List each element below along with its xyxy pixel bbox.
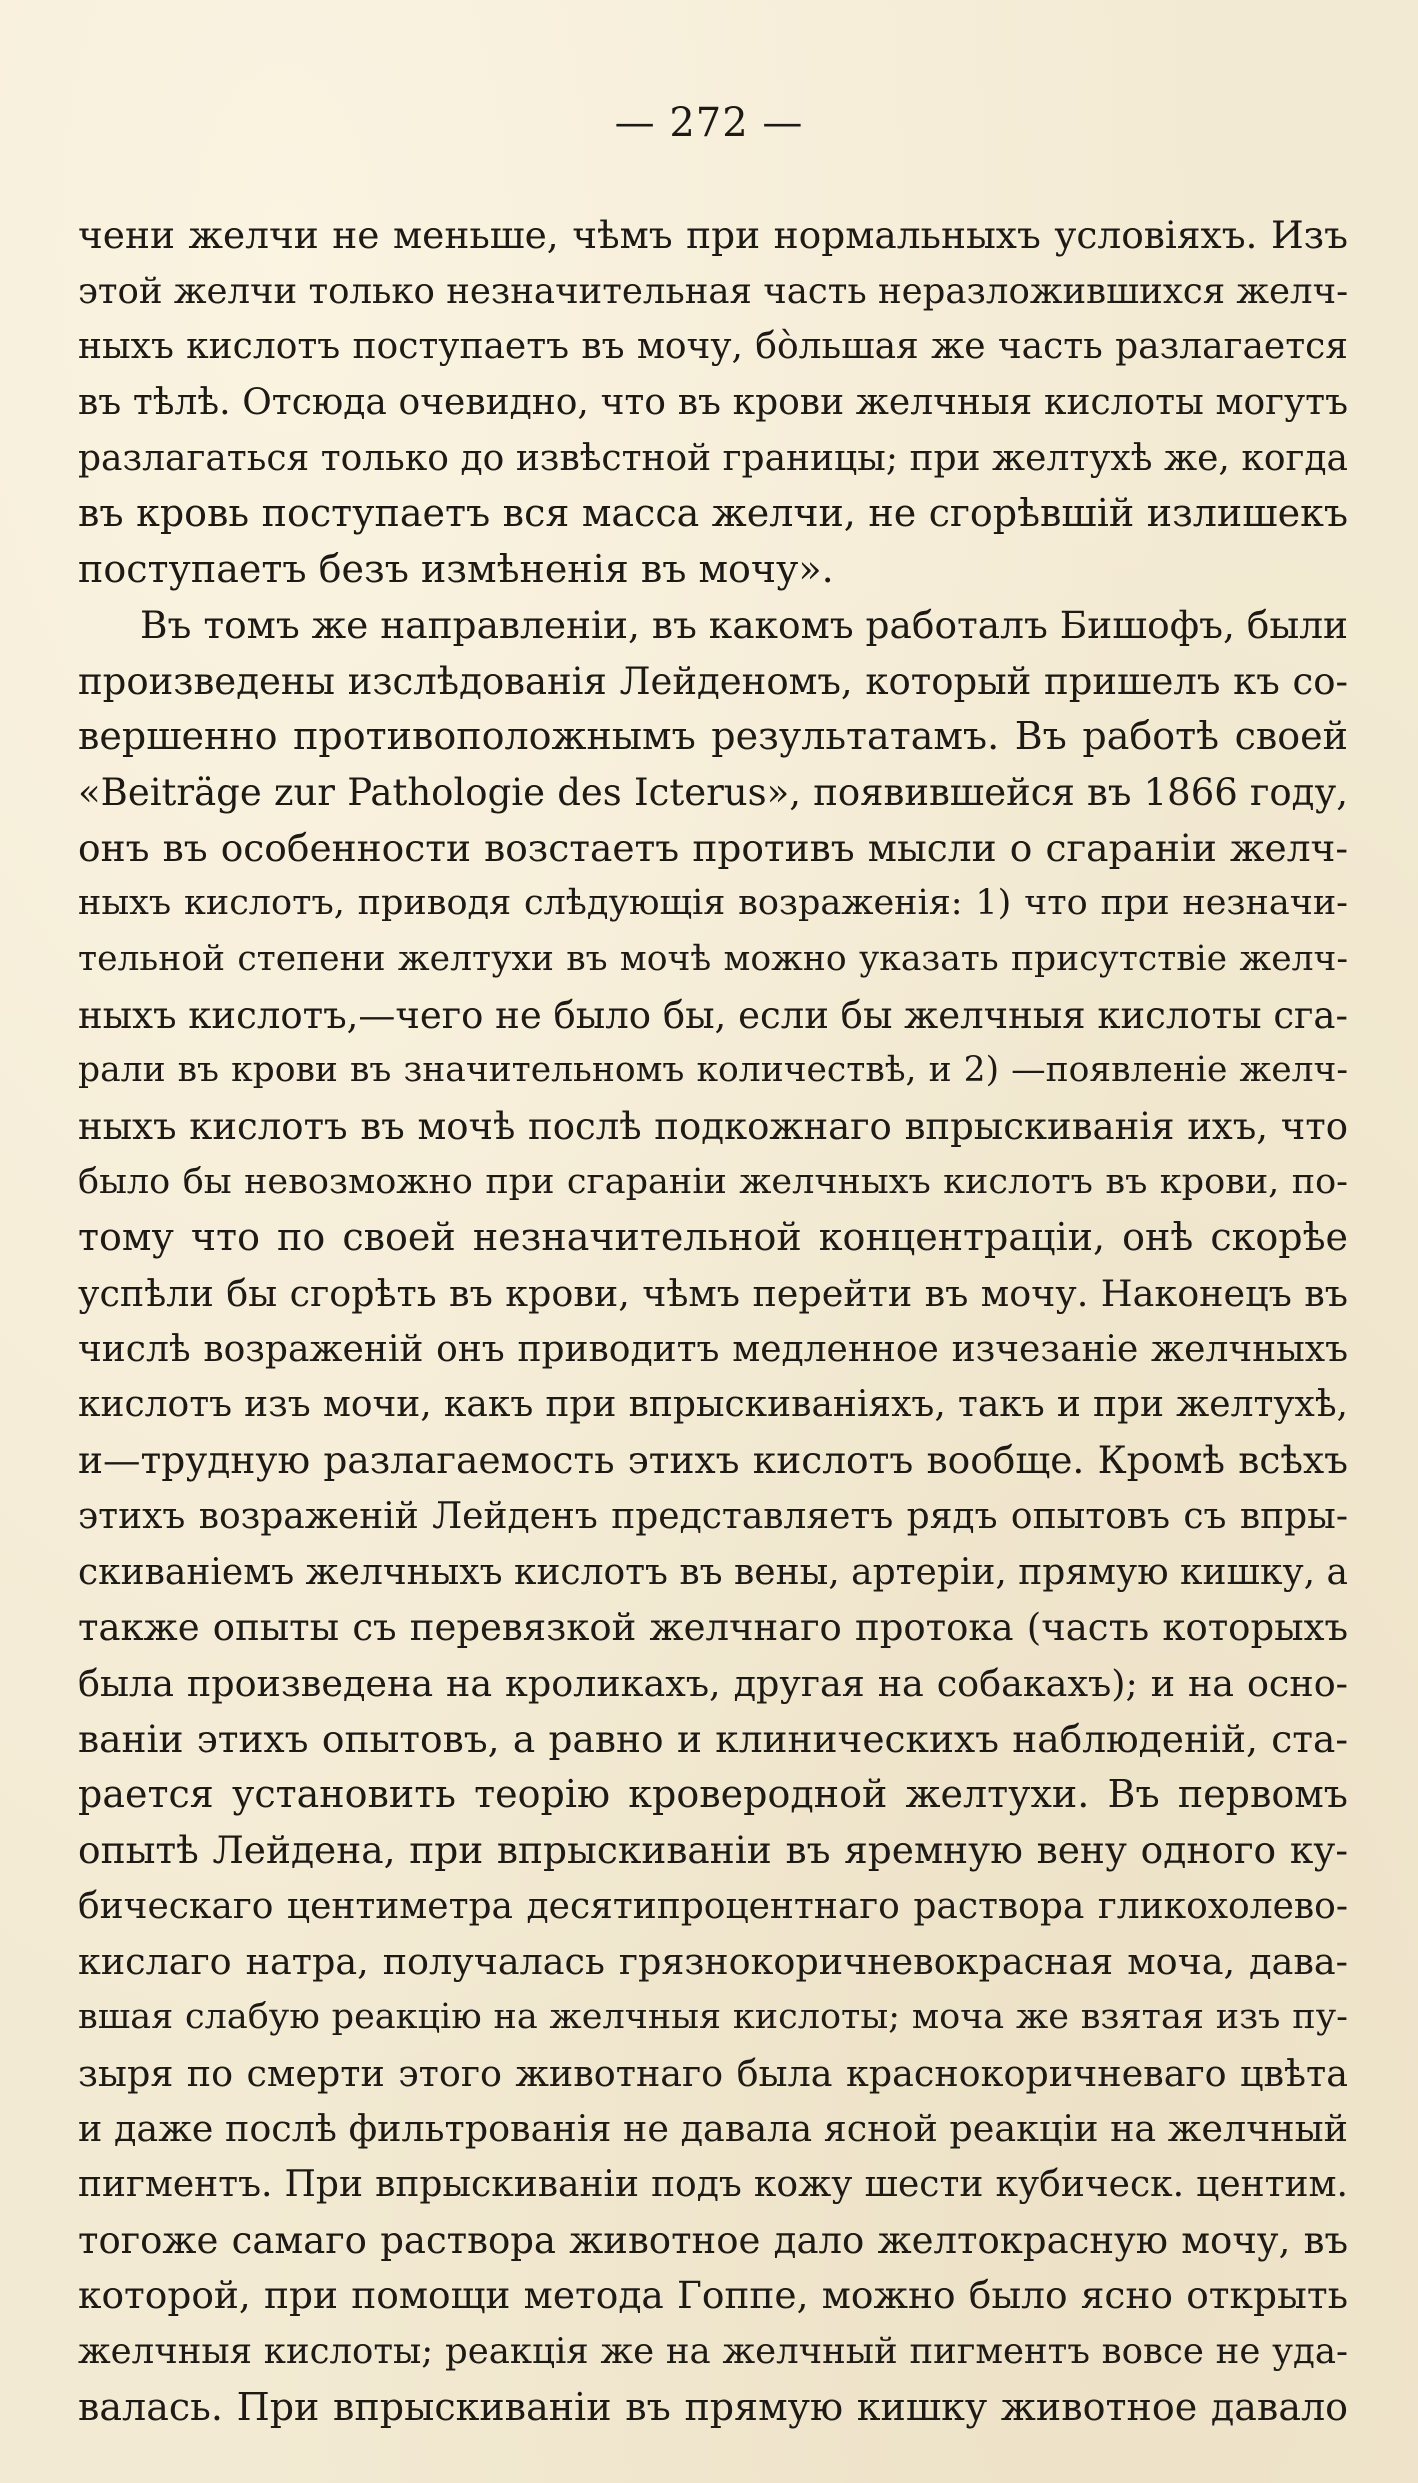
- text-line: ныхъ кислотъ,—чего не было бы, если бы желчныя кислоты сга-: [78, 993, 1348, 1037]
- text-line: въ тѣлѣ. Отсюда очевидно, что въ крови желчныя кислоты могутъ: [78, 382, 1348, 424]
- text-line: рали въ крови въ значительномъ количествѣ, и 2) —появленіе желч-: [78, 1050, 1348, 1091]
- text-line: вершенно противоположнымъ результатамъ. Въ работѣ своей: [78, 714, 1348, 759]
- body-text: [78, 208, 1348, 2436]
- text-line: этихъ возраженій Лейденъ представляетъ рядъ опытовъ съ впры-: [78, 1495, 1348, 1537]
- text-line: произведены изслѣдованія Лейденомъ, который пришелъ къ со-: [78, 659, 1348, 703]
- text-line: въ кровь поступаетъ вся масса желчи, не сгорѣвшій излишекъ: [78, 491, 1348, 536]
- text-line: тому что по своей незначительной концентраціи, онѣ скорѣе: [78, 1215, 1348, 1260]
- text-line: тогоже самаго раствора животное дало желтокрасную мочу, въ: [78, 2218, 1348, 2262]
- text-line: «Beiträge zur Pathologie des Icterus», появившейся въ 1866 году,: [78, 770, 1348, 814]
- text-line: числѣ возраженій онъ приводитъ медленное изчезаніе желчныхъ: [78, 1328, 1348, 1370]
- text-line: рается установить теорію кроверодной желтухи. Въ первомъ: [78, 1772, 1348, 1817]
- text-line: этой желчи только незначительная часть неразложившихся желч-: [78, 270, 1348, 312]
- text-line: кислаго натра, получалась грязнокоричневокрасная моча, дава-: [78, 1940, 1348, 1984]
- text-line: была произведена на кроликахъ, другая на собакахъ); и на осно-: [78, 1661, 1348, 1705]
- text-line: ныхъ кислотъ въ мочѣ послѣ подкожнаго впрыскиванія ихъ, что: [78, 1105, 1348, 1148]
- text-line: ныхъ кислотъ, приводя слѣдующія возраженія: 1) что при незначи-: [78, 883, 1348, 924]
- text-line: бическаго центиметра десятипроцентнаго раствора гликохолево-: [78, 1885, 1348, 1927]
- text-line: было бы невозможно при сгараніи желчныхъ кислотъ въ крови, по-: [78, 1161, 1348, 1202]
- text-line: онъ въ особенности возстаетъ противъ мысли о сгараніи желч-: [78, 825, 1348, 870]
- text-line: опытѣ Лейдена, при впрыскиваніи въ яремную вену одного ку-: [78, 1827, 1348, 1872]
- text-line: которой, при помощи метода Гоппе, можно было ясно открыть: [78, 2273, 1348, 2318]
- text-line: разлагаться только до извѣстной границы; при желтухѣ же, когда: [78, 437, 1348, 479]
- text-line: ваніи этихъ опытовъ, а равно и клиническихъ наблюденій, ста-: [78, 1716, 1348, 1761]
- text-line: чени желчи не меньше, чѣмъ при нормальныхъ условіяхъ. Изъ: [78, 213, 1348, 257]
- text-line: скиваніемъ желчныхъ кислотъ въ вены, артеріи, прямую кишку, а: [78, 1551, 1348, 1593]
- text-line: и даже послѣ фильтрованія не давала ясной реакціи на желчный: [78, 2107, 1348, 2151]
- text-line: успѣли бы сгорѣть въ крови, чѣмъ перейти въ мочу. Наконецъ въ: [78, 1272, 1348, 1316]
- text-line: поступаетъ безъ измѣненія въ мочу».: [78, 547, 834, 592]
- text-line: желчныя кислоты; реакція же на желчный пигментъ вовсе не уда-: [78, 2331, 1348, 2373]
- page-number: — 272 —: [614, 100, 804, 146]
- text-line: Въ томъ же направленіи, въ какомъ работалъ Бишофъ, были: [140, 602, 1348, 647]
- text-line: тельной степени желтухи въ мочѣ можно указать присутствіе желч-: [78, 938, 1348, 979]
- text-line: вшая слабую реакцію на желчныя кислоты; моча же взятая изъ пу-: [78, 1997, 1348, 2037]
- text-line: также опыты съ перевязкой желчнаго протока (часть которыхъ: [78, 1606, 1348, 1650]
- text-line: кислотъ изъ мочи, какъ при впрыскиваніяхъ, такъ и при желтухѣ,: [78, 1384, 1348, 1426]
- text-line: и—трудную разлагаемость этихъ кислотъ вообще. Кромѣ всѣхъ: [78, 1438, 1348, 1483]
- text-line: валась. При впрыскиваніи въ прямую кишку животное давало: [78, 2384, 1348, 2429]
- text-line: ныхъ кислотъ поступаетъ въ мочу, бо̀льшая же часть разлагается: [78, 326, 1348, 368]
- text-line: пигментъ. При впрыскиваніи подъ кожу шести кубическ. центим.: [78, 2164, 1348, 2206]
- text-line: зыря по смерти этого животнаго была краснокоричневаго цвѣта: [78, 2051, 1348, 2095]
